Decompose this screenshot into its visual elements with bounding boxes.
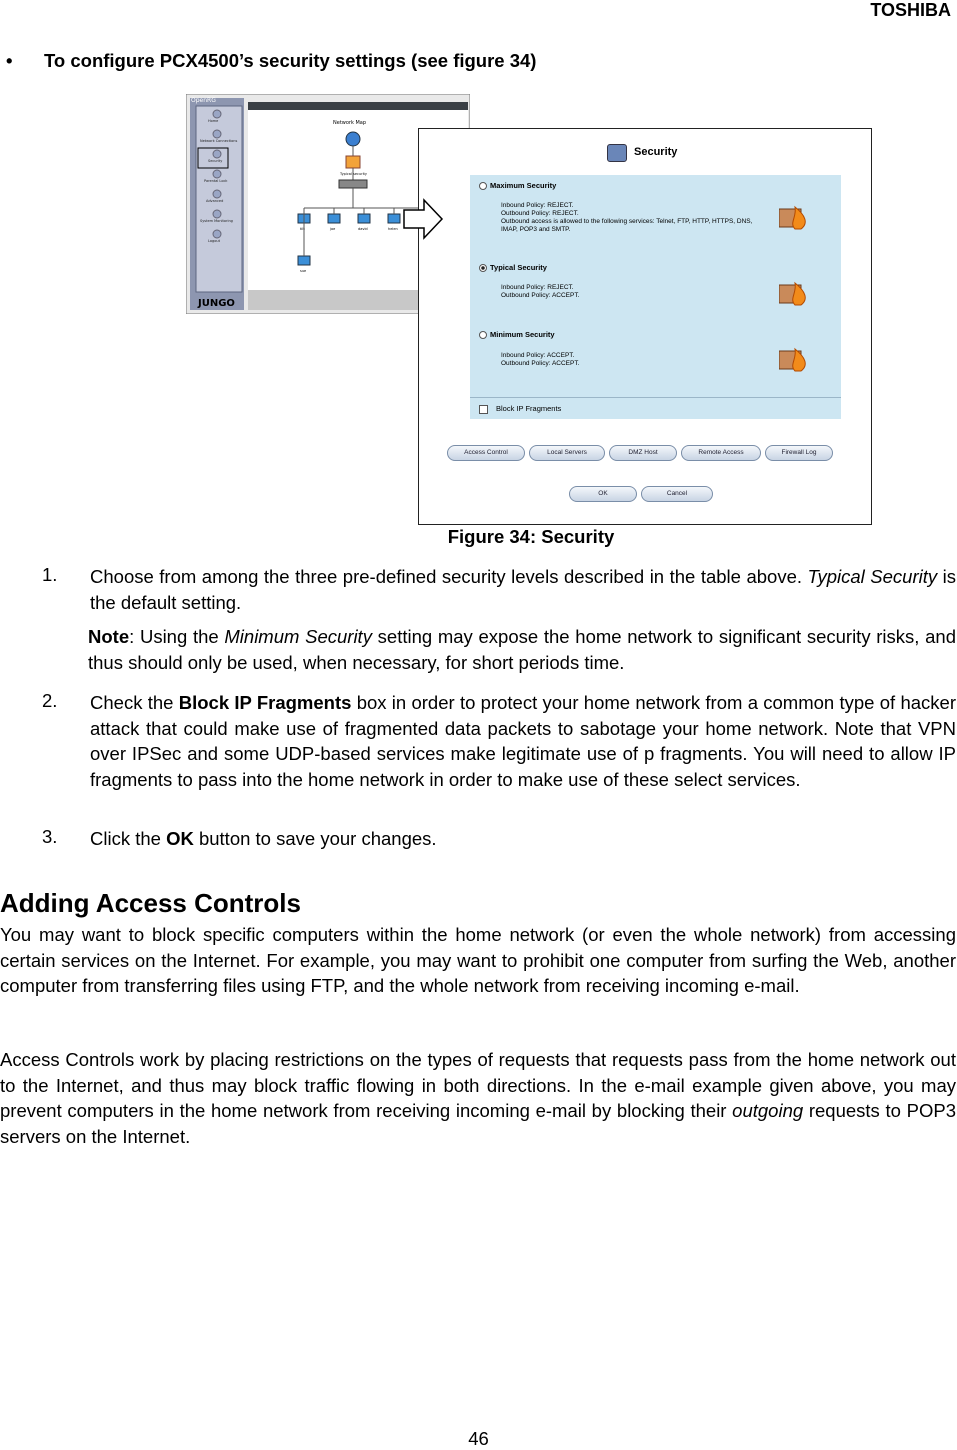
step-1-italic: Typical Security [807, 566, 938, 587]
host-label: helen [388, 227, 398, 231]
maximum-security-label: Maximum Security [490, 181, 557, 190]
callout-arrow-icon [402, 198, 444, 240]
security-title: Security [634, 146, 678, 158]
firewall-flame-icon [779, 347, 809, 373]
note-post: setting may expose the home network to significant security risks, and thus should only be used, when necessary, for short periods time. [88, 626, 956, 673]
step-1-text [90, 564, 956, 615]
step-1-pre: Choose from among the three pre-defined security levels described in the table above. [90, 566, 808, 587]
step-2-post: box in order to protect your home network from a common type of hacker attack that could make use of fragmented data packets to sabotage your home network. Note that VPN over IPSec and some UDP-based services make legitimate use of p fragments. You will need to allow IP fragments to pass into the home network in order to make use of these select services. [90, 692, 956, 790]
step-number: 3. [42, 826, 58, 847]
block-ip-fragments-label: Block IP Fragments [496, 404, 562, 413]
firewall-log-button[interactable]: Firewall Log [765, 445, 833, 461]
maximum-security-option[interactable] [479, 181, 556, 190]
nav-system-monitoring: System Monitoring [200, 219, 233, 223]
section-paragraph-1: You may want to block specific computers within the home network (or even the whole network) from accessing certain services on the Internet. For example, you may want to prohibit one computer from surfing the Web, another computer from transferring files using FTP, and the whole network from receiving incoming e-mail. [0, 924, 956, 996]
host-label: david [358, 227, 368, 231]
policy-line: Outbound access is allowed to the following services: Telnet, FTP, HTTP, HTTPS, DNS, IMAP, POP3 and SMTP. [501, 218, 753, 233]
maximum-security-details [501, 202, 761, 234]
step-2-pre: Check the [90, 692, 179, 713]
note-paragraph [88, 624, 956, 675]
access-control-button[interactable]: Access Control [447, 445, 525, 461]
block-ip-fragments-checkbox[interactable] [479, 405, 488, 414]
minimum-security-option[interactable] [479, 330, 555, 339]
note-pre: : Using the [129, 626, 225, 647]
policy-line: Outbound Policy: ACCEPT. [501, 360, 580, 367]
intro-bullet [6, 50, 536, 72]
host-label: joe [330, 227, 336, 231]
maximum-security-radio[interactable] [479, 182, 487, 190]
nav-parental-lock: Parental Lock [204, 179, 228, 183]
policy-line: Inbound Policy: REJECT. [501, 202, 574, 209]
security-shield-icon [607, 144, 627, 162]
policy-line: Inbound Policy: ACCEPT. [501, 352, 575, 359]
step-number: 2. [42, 690, 58, 711]
section-paragraph-2 [0, 1047, 956, 1149]
ok-button[interactable]: OK [569, 486, 637, 502]
remote-access-button[interactable]: Remote Access [681, 445, 761, 461]
policy-line: Inbound Policy: REJECT. [501, 284, 574, 291]
typical-security-radio[interactable] [479, 264, 487, 272]
minimum-security-details [501, 352, 761, 368]
policy-line: Outbound Policy: ACCEPT. [501, 292, 580, 299]
para2-italic: outgoing [732, 1100, 804, 1121]
note-italic: Minimum Security [224, 626, 372, 647]
para2-pre: Access Controls work by placing restrictions on the types of requests that requests pass from the home network out to the Internet, and thus may block traffic flowing in both directions. In the e-mail example given above, you may prevent computers in the home network from receiving incoming e-mail by blocking their [0, 1049, 956, 1121]
bullet-marker: • [6, 50, 13, 71]
cancel-button[interactable]: Cancel [641, 486, 713, 502]
jungo-logo: JUNGO [198, 298, 235, 309]
intro-text: To configure PCX4500’s security settings (see figure 34) [44, 50, 537, 71]
minimum-security-label: Minimum Security [490, 330, 555, 339]
nav-advanced: Advanced [206, 199, 224, 203]
typical-security-option[interactable] [479, 263, 547, 272]
nav-logout: Logout [208, 239, 220, 243]
panel-divider [470, 397, 841, 398]
page-number: 46 [468, 1428, 489, 1449]
step-number: 1. [42, 564, 58, 585]
step-3-text [90, 826, 956, 852]
policy-line: Outbound Policy: REJECT. [501, 210, 579, 217]
step-3-bold: OK [166, 828, 194, 849]
firewall-flame-icon [779, 205, 809, 231]
host-label: tilt [300, 227, 305, 231]
network-map-title: Network Map [333, 120, 367, 126]
nav-network-connections: Network Connections [200, 139, 238, 143]
host-label: sue [300, 269, 307, 273]
local-servers-button[interactable]: Local Servers [529, 445, 605, 461]
step-2-bold: Block IP Fragments [178, 692, 352, 713]
step-1-post: is the default setting. [90, 566, 956, 613]
typical-security-details [501, 284, 761, 300]
typical-security-node: Typical security [340, 172, 367, 176]
block-ip-fragments-option[interactable] [479, 404, 561, 414]
security-settings-window [418, 128, 872, 525]
firewall-flame-icon [779, 281, 809, 307]
step-3-pre: Click the [90, 828, 167, 849]
typical-security-label: Typical Security [490, 263, 547, 272]
openrg-logo: OpenRG [191, 97, 216, 104]
minimum-security-radio[interactable] [479, 331, 487, 339]
note-label: Note [88, 626, 130, 647]
figure-caption: Figure 34: Security [447, 526, 615, 547]
section-heading: Adding Access Controls [0, 888, 301, 918]
step-3-post: button to save your changes. [193, 828, 437, 849]
brand-header: TOSHIBA [870, 0, 951, 20]
nav-security: Security [208, 159, 223, 163]
para2-post: requests to POP3 servers on the Internet. [0, 1100, 956, 1147]
nav-home: Home [208, 119, 219, 123]
dmz-host-button[interactable]: DMZ Host [609, 445, 677, 461]
step-2-text [90, 690, 956, 792]
